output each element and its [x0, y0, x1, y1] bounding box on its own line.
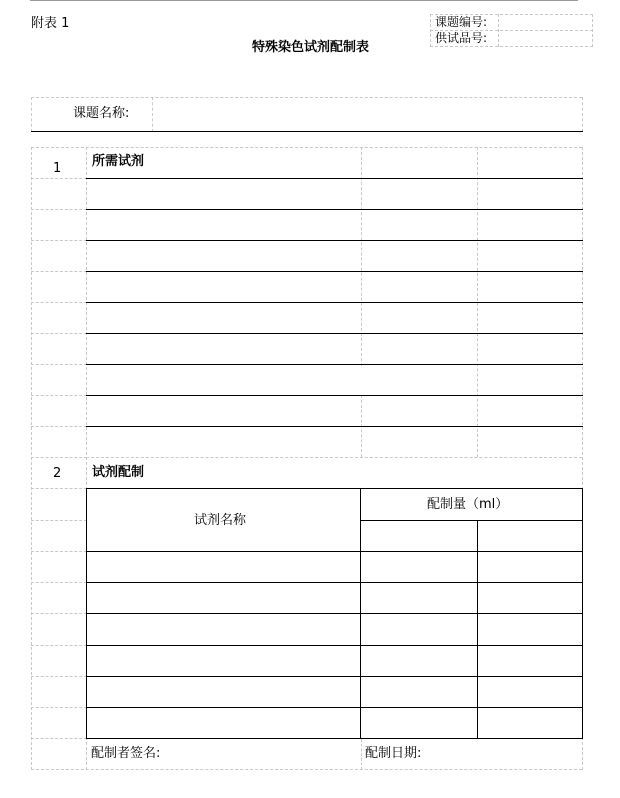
reagent-cell[interactable]	[88, 273, 359, 301]
preparation-date-field[interactable]	[430, 741, 580, 767]
section1-title: 所需试剂	[92, 154, 145, 169]
reagent-cell[interactable]	[88, 335, 359, 363]
reagent-name-header: 试剂名称	[194, 513, 247, 528]
section2-number: 2	[53, 466, 62, 481]
section1-number: 1	[53, 161, 62, 176]
preparer-signature-field[interactable]	[160, 741, 358, 767]
reagent-cell[interactable]	[88, 428, 359, 456]
prep-name-cell[interactable]	[88, 584, 358, 612]
prep-name-cell[interactable]	[88, 678, 358, 706]
sample-no-label: 供试品号:	[435, 31, 488, 45]
prep-name-cell[interactable]	[88, 709, 358, 737]
form-title: 特殊染色试剂配制表	[252, 40, 370, 55]
reagent-cell[interactable]	[88, 304, 359, 332]
reagent-cell[interactable]	[88, 366, 475, 394]
reagent-cell[interactable]	[88, 242, 359, 270]
project-no-label: 课题编号:	[435, 15, 488, 29]
project-name-label: 课题名称:	[73, 106, 130, 121]
preparation-date-label: 配制日期:	[365, 746, 422, 761]
prep-name-cell[interactable]	[88, 553, 358, 581]
section2-title: 试剂配制	[92, 465, 145, 480]
prep-name-cell[interactable]	[88, 647, 358, 675]
amount-header: 配制量（ml）	[427, 497, 509, 512]
reagent-cell[interactable]	[88, 397, 359, 425]
reagent-cell[interactable]	[88, 211, 359, 239]
prep-name-cell[interactable]	[88, 615, 358, 644]
appendix-label: 附表 1	[31, 16, 70, 31]
reagent-cell[interactable]	[88, 180, 359, 208]
preparer-signature-label: 配制者签名:	[91, 746, 161, 761]
